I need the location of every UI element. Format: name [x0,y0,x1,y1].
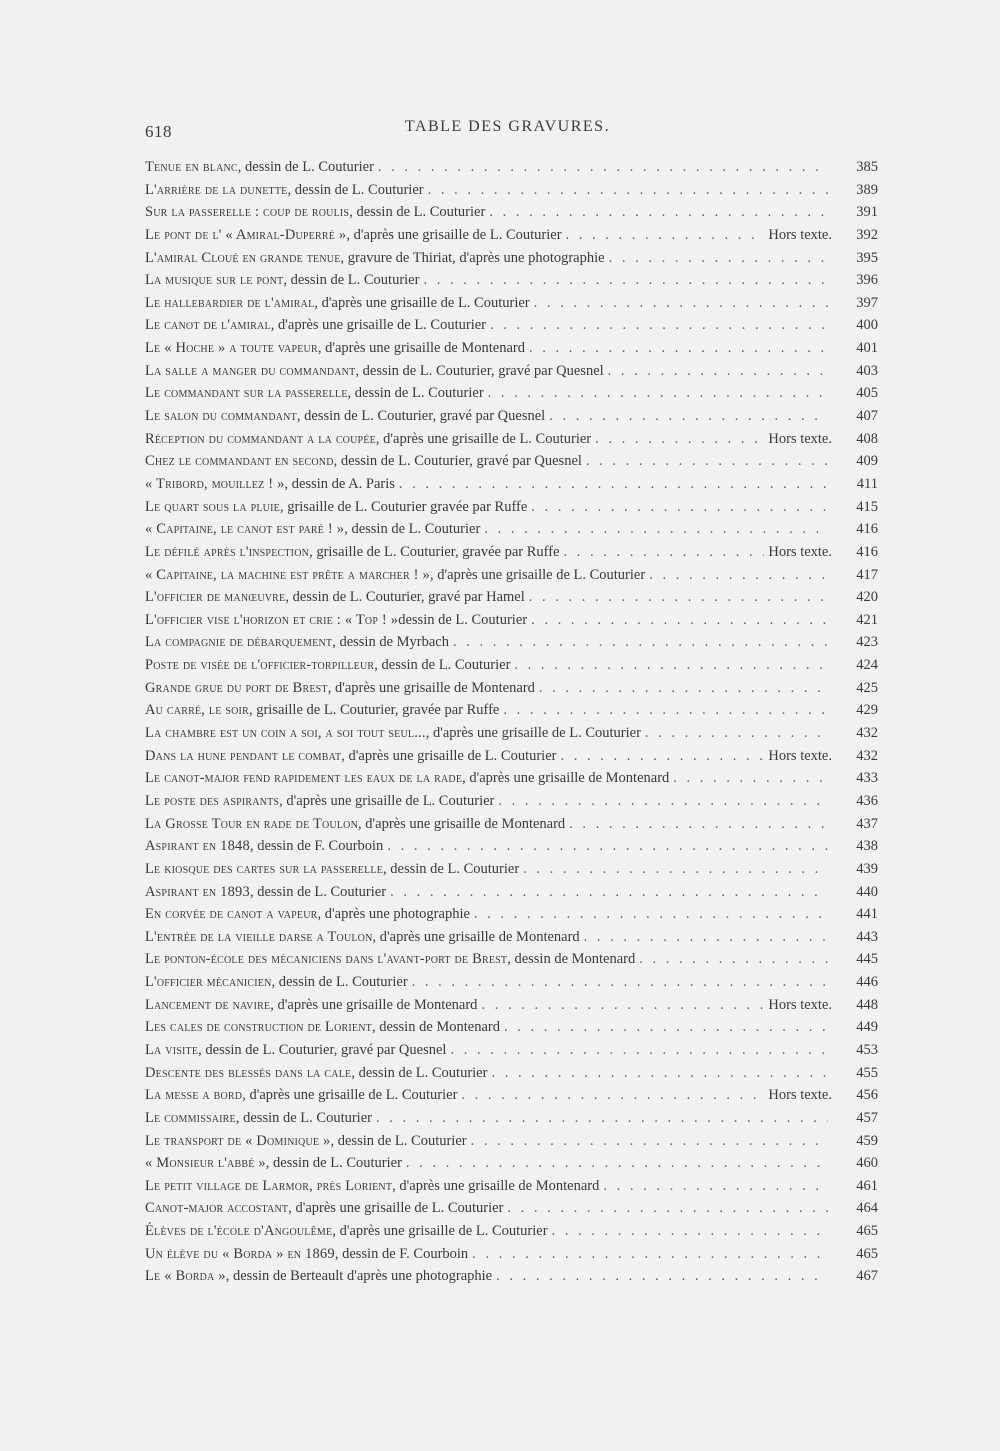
entry-description: , dessin de L. Couturier [283,272,420,289]
dot-leader [376,1107,828,1130]
entry-description: , dessin de L. Couturier [351,1064,488,1081]
running-title: TABLE DES GRAVURES. [404,118,611,135]
list-item [145,1243,878,1266]
entry-page-number: 438 [856,838,878,855]
list-item [145,405,878,428]
hors-texte-note: Hors texte. [768,543,832,560]
dot-leader [412,971,828,994]
entry-title: L'arrière de la dunette [145,181,288,198]
entry-title: Le canot-major fend rapidement les eaux de la rade [145,770,463,787]
entry-title: Aspirant en 1848 [145,838,250,855]
entry-title: La visite [145,1041,199,1058]
dot-leader [387,835,828,858]
dot-leader [531,496,828,519]
dot-leader [552,1220,828,1243]
list-item [145,473,878,496]
entry-title: Le quart sous la pluie [145,498,280,515]
entry-page-number: 405 [856,385,878,402]
entry-title: Tenue en blanc [145,159,238,175]
dot-leader [504,1016,828,1039]
entry-page-number: 436 [856,792,878,809]
dot-leader [481,994,764,1017]
entry-description: , dessin de A. Paris [284,475,395,492]
list-item [145,767,878,790]
hors-texte-note: Hors texte. [768,430,832,447]
entry-page-number: 465 [856,1223,878,1240]
entry-page-number: 391 [856,204,878,221]
dot-leader [673,767,828,790]
list-item [145,428,878,451]
entry-page-number: 455 [856,1064,878,1081]
entry-title: Le commandant sur la passerelle [145,385,348,402]
entry-description: , d'après une grisaille de L. Couturier [332,1223,548,1240]
entry-title: Le ponton-école des mécaniciens dans l'avant-port de Brest [145,951,508,968]
entry-title: Le pont de l' « Amiral-Duperré » [145,226,347,243]
dot-leader [569,813,828,836]
list-item [145,1107,878,1130]
entry-page-number: 407 [856,408,878,425]
entry-title: La chambre est un coin a soi, a soi tout seul... [145,725,426,742]
entry-page-number: 400 [856,317,878,334]
entry-title: L'officier mécanicien [145,974,272,991]
entry-title: Le kiosque des cartes sur la passerelle [145,860,384,877]
page-number: 618 [145,122,172,141]
entry-description: , d'après une grisaille de L. Couturier [270,317,486,334]
entry-page-number: 425 [856,679,878,696]
list-item [145,1039,878,1062]
list-item [145,518,878,541]
list-item [145,948,878,971]
entry-title: « Tribord, mouillez ! » [145,475,285,492]
entry-title: Le salon du commandant [145,408,297,425]
entry-title: « Capitaine, la machine est prête a marcher ! » [145,566,430,583]
entry-description: , dessin de L. Couturier, gravé par Quesnel [198,1041,447,1058]
entry-page-number: 416 [856,543,878,560]
entry-page-number: 432 [856,725,878,742]
entry-page-number: 459 [856,1132,878,1149]
list-item [145,745,878,768]
list-item [145,337,878,360]
list-item [145,1084,878,1107]
entry-description: , dessin de L. Couturier [237,159,374,175]
entry-description: , dessin de F. Courboin [334,1245,469,1262]
entry-title: Poste de visée de l'officier-torpilleur [145,657,375,674]
entry-description: , dessin de L. Couturier [265,1155,402,1172]
list-item [145,1062,878,1085]
dot-leader [529,586,828,609]
entry-page-number: 401 [856,340,878,357]
dot-leader [489,201,828,224]
entry-page-number: 457 [856,1109,878,1126]
entry-description: , d'après une grisaille de Montenard [358,815,566,832]
entry-description: , d'après une grisaille de Montenard [372,928,580,945]
entry-page-number: 403 [856,362,878,379]
entry-title: La compagnie de débarquement [145,634,333,651]
list-item [145,179,878,202]
table-of-engravings [145,156,878,1288]
dot-leader [399,473,828,496]
entry-description: , grisaille de L. Couturier gravée par Ruffe [279,498,528,515]
dot-leader [406,1152,828,1175]
entry-description: , dessin de Montenard [371,1019,500,1036]
entry-description: , dessin de L. Couturier [235,1109,372,1126]
entry-title: Le « Hoche » a toute vapeur [145,340,318,357]
list-item [145,677,878,700]
entry-description: , d'après une grisaille de L. Couturier [346,226,562,243]
list-item [145,586,878,609]
entry-description: , d'après une grisaille de L. Couturier [425,725,641,742]
entry-page-number: 441 [856,906,878,923]
list-item [145,790,878,813]
entry-title: L'amiral Cloué en grande tenue [145,249,341,266]
dot-leader [514,654,828,677]
entry-description: , dessin de Myrbach [332,634,449,651]
entry-title: La musique sur le pont [145,272,284,289]
entry-title: Dans la hune pendant le combat [145,747,342,764]
dot-leader [531,609,828,632]
entry-description: , dessin de L. Couturier [271,974,408,991]
dot-leader [609,247,828,270]
entry-description: , gravure de Thiriat, d'après une photographie [340,249,605,266]
hors-texte-note: Hors texte. [768,996,832,1013]
list-item [145,496,878,519]
dot-leader [474,903,828,926]
list-item [145,224,878,247]
entry-page-number: 448 [856,996,878,1013]
entry-description: , dessin de F. Courboin [249,838,384,855]
hors-texte-note: Hors texte. [768,747,832,764]
dot-leader [566,224,765,247]
entry-title: L'officier vise l'horizon et crie : « Top ! » [145,611,399,628]
entry-description: , dessin de Berteault d'après une photographie [225,1268,493,1285]
entry-description: , dessin de L. Couturier [347,385,484,402]
entry-description: , dessin de L. Couturier, gravé par Quesnel [333,453,582,470]
dot-leader [496,1265,828,1288]
list-item [145,1220,878,1243]
entry-page-number: 429 [856,702,878,719]
dot-leader [390,881,828,904]
list-item [145,247,878,270]
entry-page-number: 385 [856,159,878,175]
list-item [145,1197,878,1220]
entry-title: Au carré, le soir [145,702,249,719]
list-item [145,1175,878,1198]
entry-description: , dessin de L. Couturier [287,181,424,198]
list-item [145,201,878,224]
entry-title: Le canot de l'amiral [145,317,271,334]
entry-title: Le défilé après l'inspection [145,543,310,560]
dot-leader [584,926,828,949]
entry-description: , d'après une photographie [317,906,470,923]
entry-page-number: 420 [856,589,878,606]
entry-title: L'officier de manœuvre [145,589,286,606]
entry-description: dessin de L. Couturier [398,611,528,628]
list-item [145,858,878,881]
entry-title: Le commissaire [145,1109,236,1126]
entry-title: Sur la passerelle : coup de roulis [145,204,350,221]
entry-page-number: 461 [856,1177,878,1194]
entry-description: , d'après une grisaille de L. Couturier [288,1200,504,1217]
dot-leader [639,948,828,971]
list-item [145,903,878,926]
entry-page-number: 445 [856,951,878,968]
entry-description: , grisaille de L. Couturier, gravée par Ruffe [248,702,500,719]
entry-page-number: 467 [856,1268,878,1285]
dot-leader [503,699,828,722]
entry-description: , d'après une grisaille de L. Couturier [314,294,530,311]
entry-description: , d'après une grisaille de L. Couturier [341,747,557,764]
entry-title: Les cales de construction de Lorient [145,1019,372,1036]
list-item [145,564,878,587]
entry-page-number: 433 [856,770,878,787]
list-item [145,382,878,405]
entry-title: En corvée de canot a vapeur [145,906,318,923]
list-item [145,1130,878,1153]
entry-title: Le transport de « Dominique » [145,1132,331,1149]
entry-title: Élèves de l'école d'Angoulême [145,1223,333,1240]
list-item [145,722,878,745]
dot-leader [649,564,828,587]
dot-leader [488,382,828,405]
list-item [145,994,878,1017]
entry-page-number: 456 [856,1087,878,1104]
entry-page-number: 446 [856,974,878,991]
entry-title: Un élève du « Borda » en 1869 [145,1245,335,1262]
entry-description: , d'après une grisaille de Montenard [462,770,670,787]
entry-description: , dessin de L. Couturier, gravé par Quesnel [355,362,604,379]
list-item [145,609,878,632]
dot-leader [586,450,828,473]
entry-page-number: 421 [856,611,878,628]
page-header [145,118,870,144]
list-item [145,926,878,949]
list-item [145,699,878,722]
entry-page-number: 416 [856,521,878,538]
list-item [145,835,878,858]
list-item [145,156,878,179]
entry-title: Aspirant en 1893 [145,883,250,900]
entry-page-number: 408 [856,430,878,447]
list-item [145,292,878,315]
dot-leader [563,541,764,564]
entry-description: , d'après une grisaille de Montenard [317,340,525,357]
entry-title: Chez le commandant en second [145,453,334,470]
entry-description: , d'après une grisaille de L. Couturier [375,430,592,447]
dot-leader [428,179,828,202]
dot-leader [523,858,828,881]
entry-page-number: 424 [856,657,878,674]
entry-title: Le poste des aspirants [145,792,280,809]
entry-title: Lancement de navire [145,996,271,1013]
entry-title: Le hallebardier de l'amiral [145,294,315,311]
entry-description: , d'après une grisaille de Montenard [270,996,478,1013]
dot-leader [461,1084,764,1107]
entry-description: , dessin de L. Couturier [349,204,486,221]
entry-description: , grisaille de L. Couturier, gravée par Ruffe [309,543,560,560]
entry-page-number: 397 [856,294,878,311]
entry-page-number: 417 [856,566,878,583]
list-item [145,971,878,994]
entry-page-number: 460 [856,1155,878,1172]
entry-description: , d'après une grisaille de L. Couturier [279,792,495,809]
entry-title: « Monsieur l'abbé » [145,1155,266,1172]
dot-leader [378,156,828,179]
entry-page-number: 437 [856,815,878,832]
hors-texte-note: Hors texte. [768,1087,832,1104]
entry-page-number: 453 [856,1041,878,1058]
entry-page-number: 392 [856,226,878,243]
entry-description: , d'après une grisaille de Montenard [392,1177,600,1194]
entry-title: L'entrée de la vieille darse a Toulon [145,928,373,945]
entry-page-number: 440 [856,883,878,900]
entry-title: Le « Borda » [145,1268,226,1285]
dot-leader [453,631,828,654]
entry-title: Réception du commandant a la coupée [145,430,376,447]
entry-page-number: 423 [856,634,878,651]
entry-title: La Grosse Tour en rade de Toulon [145,815,359,832]
list-item [145,631,878,654]
entry-page-number: 432 [856,747,878,764]
entry-page-number: 439 [856,860,878,877]
dot-leader [450,1039,828,1062]
dot-leader [534,292,828,315]
entry-description: , dessin de Montenard [507,951,636,968]
entry-description: , dessin de L. Couturier [330,1132,467,1149]
list-item [145,450,878,473]
entry-description: , dessin de L. Couturier [249,883,387,900]
dot-leader [645,722,828,745]
dot-leader [498,790,828,813]
list-item [145,1016,878,1039]
entry-description: , dessin de L. Couturier [383,860,520,877]
dot-leader [608,360,828,383]
dot-leader [484,518,828,541]
dot-leader [490,314,828,337]
dot-leader [560,745,764,768]
entry-page-number: 409 [856,453,878,470]
entry-page-number: 449 [856,1019,878,1036]
list-item [145,360,878,383]
entry-description: , dessin de L. Couturier, gravé par Quesnel [296,408,546,425]
list-item [145,269,878,292]
entry-title: Le petit village de Larmor, près Lorient [145,1177,393,1194]
dot-leader [529,337,828,360]
dot-leader [423,269,828,292]
list-item [145,654,878,677]
entry-page-number: 464 [856,1200,878,1217]
list-item [145,881,878,904]
entry-page-number: 443 [856,928,878,945]
dot-leader [595,428,764,451]
entry-page-number: 395 [856,249,878,266]
dot-leader [471,1130,828,1153]
entry-title: La messe a bord [145,1087,243,1104]
entry-title: Descente des blessés dans la cale [145,1064,352,1081]
entry-title: La salle a manger du commandant [145,362,356,379]
entry-description: , dessin de L. Couturier [374,657,511,674]
entry-title: Grande grue du port de Brest [145,679,328,696]
entry-description: , dessin de L. Couturier, gravé par Hamel [285,589,525,606]
entry-page-number: 465 [856,1245,878,1262]
entry-title: Canot-major accostant [145,1200,289,1217]
dot-leader [507,1197,828,1220]
entry-page-number: 396 [856,272,878,289]
dot-leader [549,405,828,428]
entry-description: , d'après une grisaille de L. Couturier [242,1087,458,1104]
list-item [145,314,878,337]
entry-page-number: 389 [856,181,878,198]
entry-description: , d'après une grisaille de L. Couturier [429,566,646,583]
entry-page-number: 415 [856,498,878,515]
entry-description: , dessin de L. Couturier [344,521,481,538]
hors-texte-note: Hors texte. [768,226,832,243]
list-item [145,541,878,564]
dot-leader [539,677,828,700]
list-item [145,1265,878,1288]
dot-leader [472,1243,828,1266]
list-item [145,813,878,836]
entry-description: , d'après une grisaille de Montenard [327,679,535,696]
list-item [145,1152,878,1175]
dot-leader [603,1175,828,1198]
dot-leader [491,1062,828,1085]
entry-title: « Capitaine, le canot est paré ! » [145,521,345,538]
entry-page-number: 411 [856,475,878,492]
